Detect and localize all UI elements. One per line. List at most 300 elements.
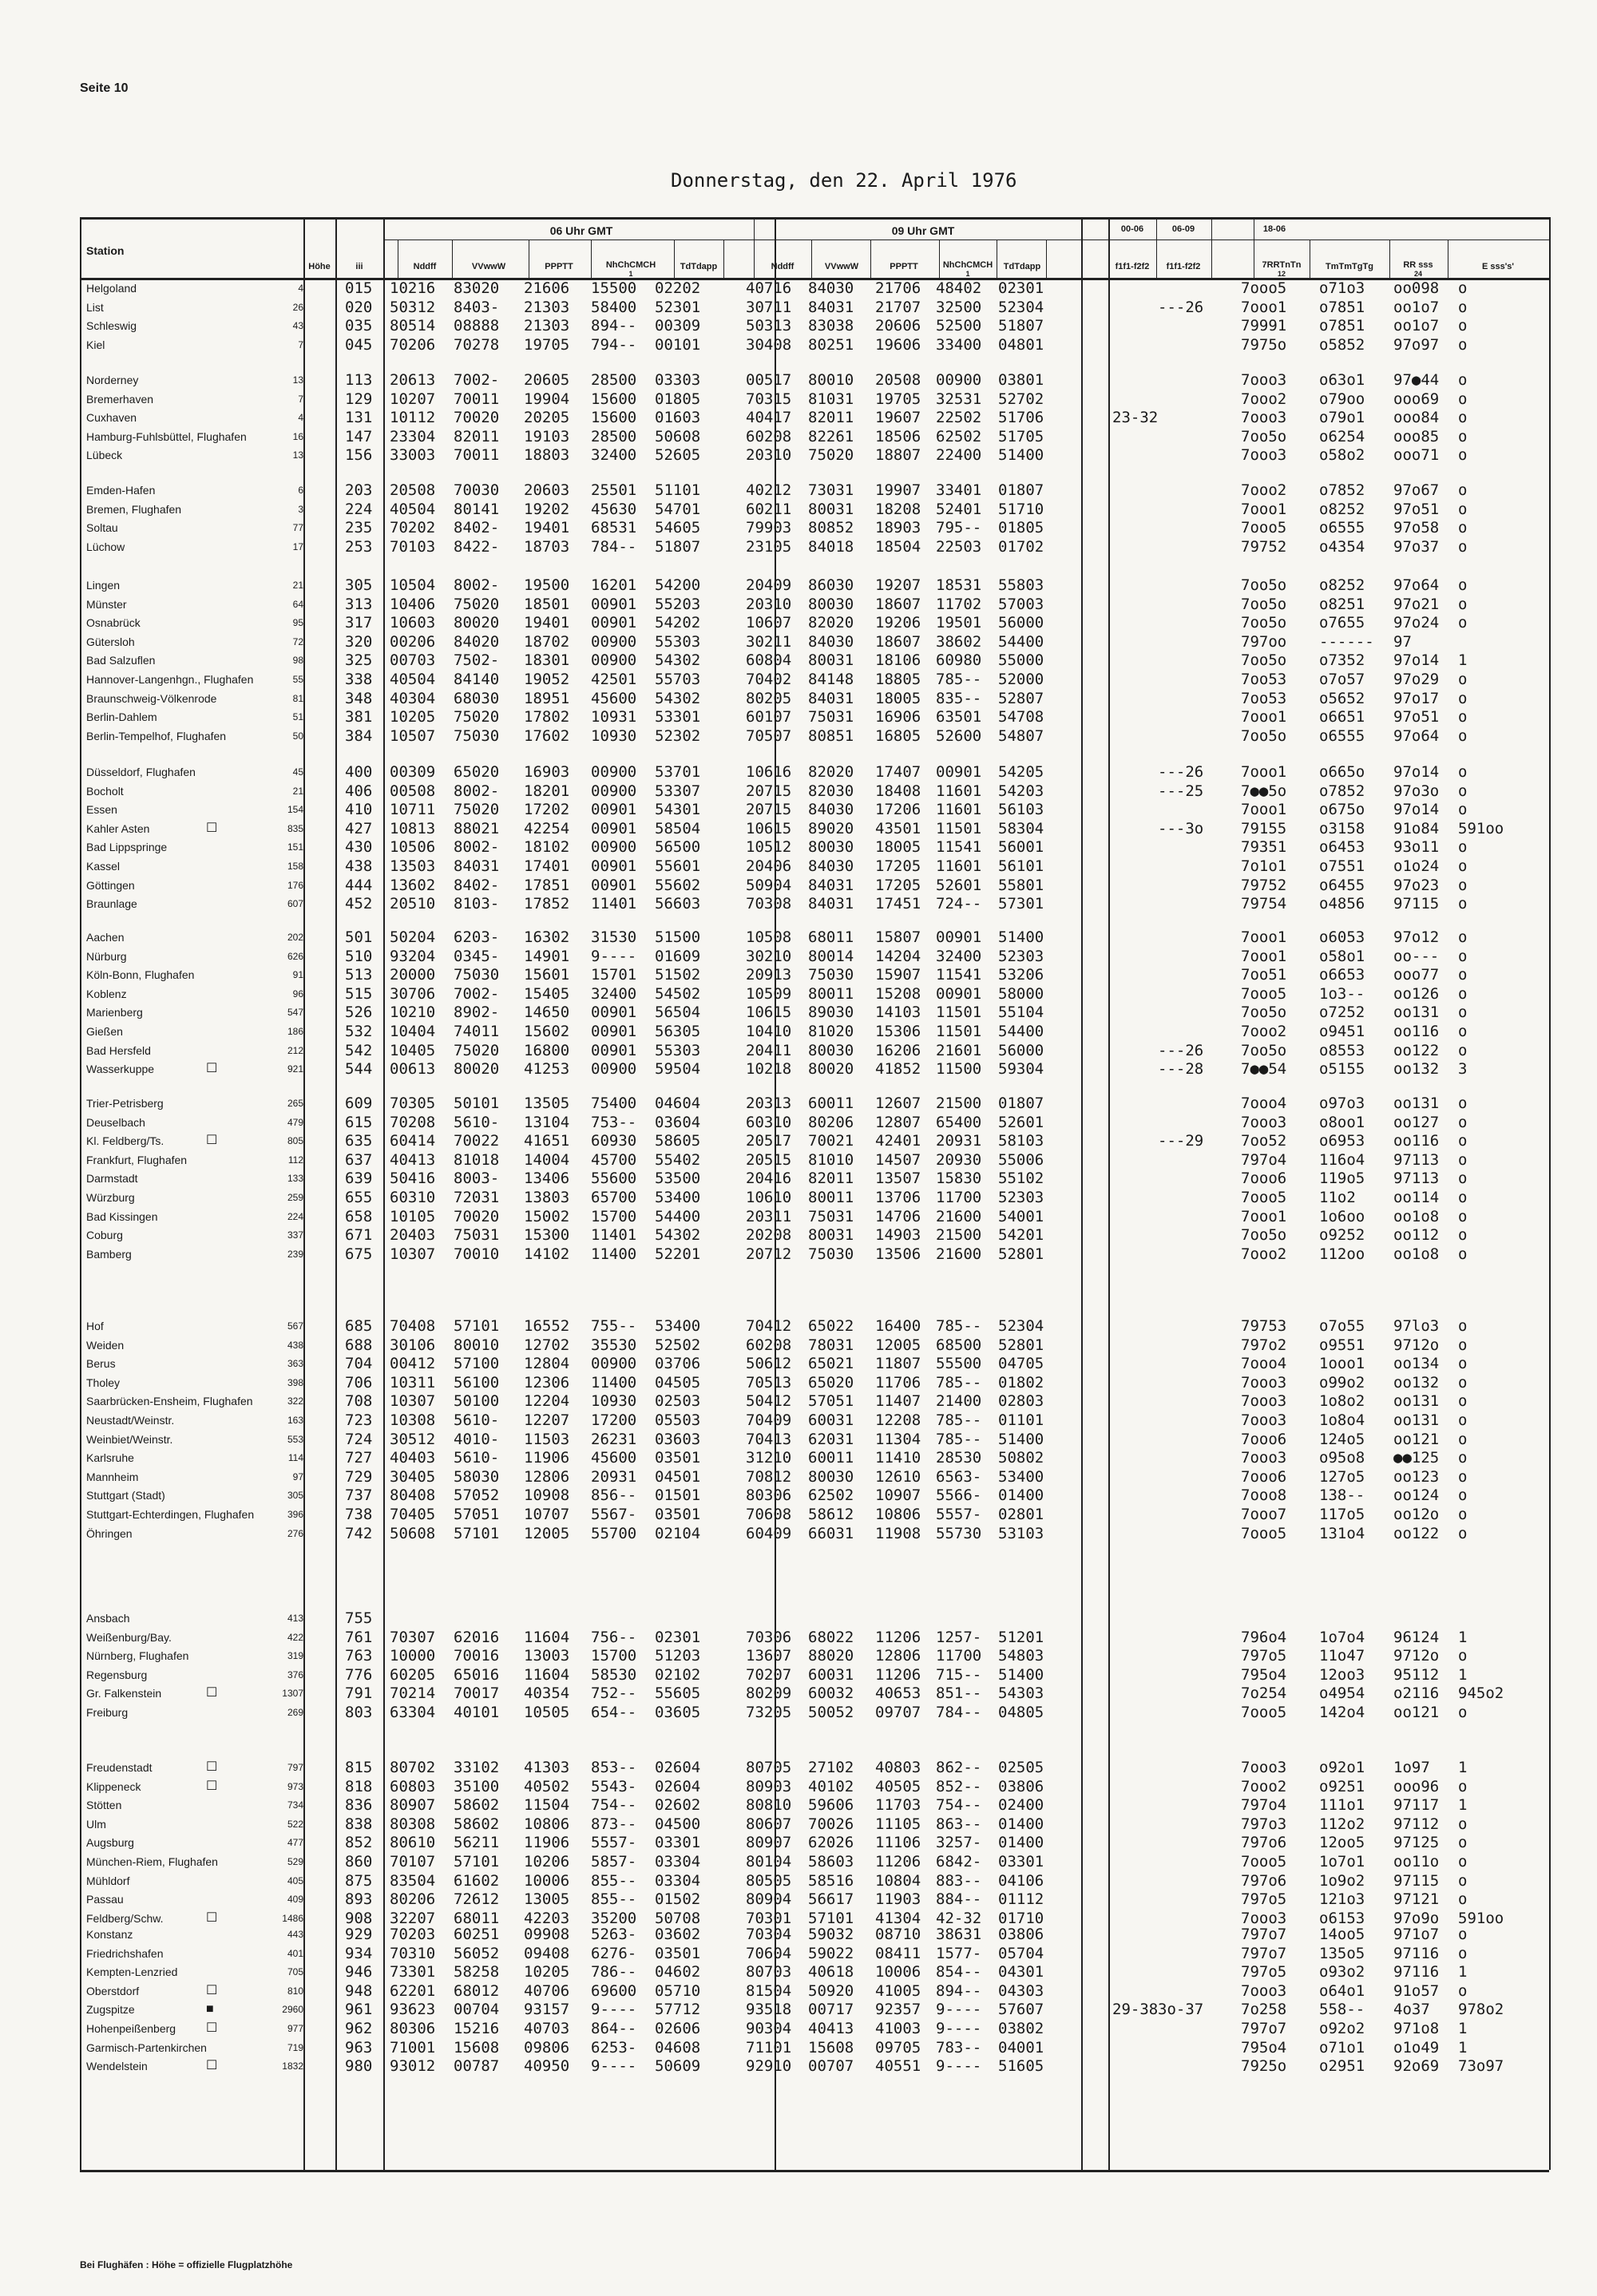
obs09-pppp: 12807 [875, 1113, 921, 1131]
ground-state: o [1458, 671, 1468, 688]
obs09-clouds: 11501 [936, 1004, 982, 1022]
obs09-temps: 58103 [998, 1132, 1044, 1150]
precip-minmax: 7ooo4 [1241, 1095, 1287, 1112]
obs06-clouds: 786-- [591, 1963, 637, 1981]
obs09-nddff: 80907 [746, 1834, 792, 1852]
obs09-vvwww: 81010 [808, 1150, 854, 1169]
temp-extremes: o58o1 [1319, 947, 1365, 965]
ground-state: 945o2 [1458, 1684, 1504, 1703]
obs09-vvwww: 70021 [808, 1132, 854, 1150]
obs06-vvwww: 7002- [454, 984, 500, 1003]
obs06-temps: 52302 [655, 726, 701, 745]
obs09-temps: 56000 [998, 614, 1044, 632]
obs06-nddff: 10307 [390, 1245, 436, 1263]
obs09-vvwww: 56617 [808, 1890, 854, 1909]
obs06-pppp: 10908 [524, 1486, 570, 1505]
precip-minmax: 795o4 [1241, 2038, 1287, 2057]
station-name: Göttingen [86, 878, 135, 892]
obs06-vvwww: 70278 [454, 335, 500, 354]
obs09-temps: 01400 [998, 1486, 1044, 1505]
obs09-nddff: 60107 [746, 708, 792, 726]
station-height: 239 [287, 1248, 303, 1260]
station-name: Mannheim [86, 1470, 139, 1483]
obs09-temps: 01805 [998, 519, 1044, 537]
obs06-pppp: 18102 [524, 838, 570, 857]
obs09-clouds: 11700 [936, 1189, 982, 1206]
obs06-vvwww: 8422- [454, 537, 500, 556]
station-marker: ■ [206, 2002, 214, 2017]
precip-minmax: 7975o [1241, 335, 1287, 354]
station-height: 7 [298, 393, 303, 405]
obs09-pppp: 14507 [875, 1150, 921, 1169]
ground-state: o [1458, 1834, 1468, 1852]
ground-state: o [1458, 1411, 1468, 1429]
obs06-clouds: 753-- [591, 1113, 637, 1131]
obs06-vvwww: 72612 [454, 1890, 500, 1909]
precip-snow: 97113 [1393, 1150, 1440, 1169]
precip-minmax: 7●●5o [1241, 782, 1287, 800]
precip-snow: oo121 [1393, 1430, 1440, 1448]
station-height: 413 [287, 1613, 303, 1624]
station-name: Feldberg/Schw. [86, 1911, 164, 1925]
obs06-vvwww: 75020 [454, 708, 500, 726]
temp-extremes: o79oo [1319, 390, 1365, 408]
ground-state: 591oo [1458, 1909, 1504, 1927]
obs09-temps: 57301 [998, 895, 1044, 913]
obs09-clouds: 9---- [936, 2020, 982, 2037]
obs06-pppp: 15300 [524, 1226, 570, 1245]
obs06-nddff: 70208 [390, 1113, 436, 1131]
obs06-clouds: 26231 [591, 1430, 637, 1448]
precip-minmax: 797o4 [1241, 1150, 1287, 1169]
gust-06-09: 3o-37 [1158, 2001, 1204, 2019]
ground-state: o [1458, 1132, 1468, 1150]
station-height: 409 [287, 1894, 303, 1906]
station-id: 742 [345, 1524, 373, 1542]
obs09-vvwww: 66031 [808, 1524, 854, 1542]
station-id: 444 [345, 876, 373, 894]
obs09-vvwww: 82011 [808, 409, 854, 427]
obs06-vvwww: 57101 [454, 1317, 500, 1335]
obs06-temps: 54400 [655, 1207, 701, 1225]
obs06-vvwww: 5610- [454, 1113, 500, 1131]
precip-snow: ooo77 [1393, 966, 1440, 984]
obs09-temps: 03806 [998, 1777, 1044, 1795]
obs06-vvwww: 75031 [454, 1226, 500, 1245]
obs06-nddff: 10504 [390, 576, 436, 594]
obs09-vvwww: 82011 [808, 1170, 854, 1188]
station-marker: ☐ [206, 1134, 218, 1148]
station-name: List [86, 300, 104, 314]
obs06-clouds: 00901 [591, 614, 637, 632]
station-id: 501 [345, 928, 373, 946]
obs06-pppp: 19500 [524, 576, 570, 594]
precip-minmax: 7oo5o [1241, 595, 1287, 613]
obs06-pppp: 17602 [524, 726, 570, 745]
obs06-vvwww: 8902- [454, 1004, 500, 1022]
obs09-pppp: 12005 [875, 1336, 921, 1354]
station-height: 51 [292, 711, 303, 723]
temp-extremes: 1o8o2 [1319, 1392, 1365, 1411]
station-name: Kempten-Lenzried [86, 1965, 178, 1979]
obs09-clouds: 22400 [936, 446, 982, 465]
obs09-clouds: 55500 [936, 1355, 982, 1373]
obs06-vvwww: 57101 [454, 1853, 500, 1870]
station-height: 16 [292, 430, 303, 442]
obs06-temps: 55303 [655, 1041, 701, 1059]
gust-06-09: ---29 [1158, 1132, 1204, 1150]
obs09-vvwww: 65021 [808, 1355, 854, 1373]
ground-state: o [1458, 1704, 1468, 1721]
obs09-nddff: 10410 [746, 1023, 792, 1040]
obs09-nddff: 80904 [746, 1890, 792, 1909]
obs06-vvwww: 57101 [454, 1524, 500, 1542]
obs06-clouds: 75400 [591, 1095, 637, 1112]
obs06-nddff: 10112 [390, 409, 436, 427]
station-name: Gr. Falkenstein [86, 1687, 162, 1700]
obs09-temps: 56103 [998, 801, 1044, 819]
obs06-vvwww: 82011 [454, 427, 500, 445]
ground-state: o [1458, 576, 1468, 594]
station-id: 305 [345, 576, 373, 594]
obs09-nddff: 60208 [746, 1336, 792, 1354]
temp-extremes: 1ooo1 [1319, 1355, 1365, 1373]
station-id: 609 [345, 1095, 373, 1112]
obs09-temps: 51706 [998, 409, 1044, 427]
obs06-clouds: 00900 [591, 632, 637, 651]
precip-minmax: 7ooo3 [1241, 1909, 1287, 1927]
obs09-vvwww: 84031 [808, 689, 854, 707]
precip-minmax: 7o258 [1241, 2001, 1287, 2019]
obs09-vvwww: 75031 [808, 708, 854, 726]
precip-snow: 971o7 [1393, 1926, 1440, 1943]
obs06-clouds: 00900 [591, 1060, 637, 1079]
station-name: Schleswig [86, 319, 137, 333]
station-height: 202 [287, 932, 303, 943]
obs09-temps: 53400 [998, 1467, 1044, 1486]
station-name: Stuttgart (Stadt) [86, 1489, 165, 1502]
station-height: 322 [287, 1395, 303, 1407]
station-id: 803 [345, 1704, 373, 1721]
obs09-nddff: 40417 [746, 409, 792, 427]
station-name: München-Riem, Flughafen [86, 1855, 218, 1868]
obs09-clouds: 28530 [936, 1449, 982, 1467]
col-header-iii: iii [355, 262, 363, 271]
obs06-pppp: 12204 [524, 1392, 570, 1411]
station-name: Coburg [86, 1229, 123, 1242]
obs06-nddff: 10506 [390, 838, 436, 857]
obs06-temps: 54302 [655, 1226, 701, 1245]
obs06-pppp: 16903 [524, 763, 570, 781]
obs09-nddff: 20311 [746, 1207, 792, 1225]
obs09-clouds: 11500 [936, 1060, 982, 1079]
obs09-pppp: 19607 [875, 409, 921, 427]
obs06-temps: 55605 [655, 1684, 701, 1703]
obs09-nddff: 20313 [746, 1095, 792, 1112]
ground-state: 3 [1458, 1060, 1468, 1079]
station-id: 320 [345, 632, 373, 651]
obs06-clouds: 9---- [591, 2001, 637, 2019]
obs09-pppp: 16206 [875, 1041, 921, 1059]
precip-snow: 97o64 [1393, 726, 1440, 745]
obs09-pppp: 09705 [875, 2038, 921, 2057]
station-height: 7 [298, 338, 303, 350]
obs09-nddff: 50612 [746, 1355, 792, 1373]
obs06-pppp: 20605 [524, 371, 570, 389]
obs06-temps: 51101 [655, 481, 701, 499]
station-name: Hof [86, 1320, 104, 1332]
station-height: 1832 [282, 2060, 303, 2072]
station-id: 963 [345, 2038, 373, 2057]
obs06-pppp: 41253 [524, 1060, 570, 1079]
station-name: Hannover-Langenhgn., Flughafen [86, 673, 254, 686]
station-id: 430 [345, 838, 373, 857]
obs09-pppp: 20606 [875, 317, 921, 335]
obs06-pppp: 42254 [524, 819, 570, 837]
obs06-temps: 55203 [655, 595, 701, 613]
station-height: 6 [298, 485, 303, 496]
precip-minmax: 7oo5o [1241, 614, 1287, 632]
obs06-vvwww: 8402- [454, 519, 500, 537]
temp-extremes: o7851 [1319, 298, 1365, 316]
obs06-temps: 54302 [655, 689, 701, 707]
obs09-nddff: 30408 [746, 335, 792, 354]
temp-extremes: o6254 [1319, 427, 1365, 445]
station-id: 704 [345, 1355, 373, 1373]
obs06-temps: 53307 [655, 782, 701, 800]
ground-state: o [1458, 928, 1468, 946]
obs09-clouds: 60980 [936, 651, 982, 670]
obs06-clouds: 11400 [591, 1373, 637, 1391]
station-id: 406 [345, 782, 373, 800]
obs06-nddff: 63304 [390, 1704, 436, 1721]
obs06-nddff: 00412 [390, 1355, 436, 1373]
station-id: 980 [345, 2057, 373, 2076]
obs06-nddff: 93204 [390, 947, 436, 965]
ground-state: o [1458, 1392, 1468, 1411]
obs09-clouds: 785-- [936, 671, 982, 688]
obs09-pppp: 19206 [875, 614, 921, 632]
precip-snow: oo131 [1393, 1004, 1440, 1022]
station-id: 235 [345, 519, 373, 537]
obs09-temps: 59304 [998, 1060, 1044, 1079]
obs06-temps: 02602 [655, 1796, 701, 1815]
obs06-temps: 02503 [655, 1392, 701, 1411]
obs06-clouds: 10930 [591, 726, 637, 745]
obs09-nddff: 10508 [746, 928, 792, 946]
precip-minmax: 7ooo3 [1241, 409, 1287, 427]
precip-minmax: 797o7 [1241, 1944, 1287, 1962]
precip-snow: oo134 [1393, 1355, 1440, 1373]
precip-minmax: 7ooo5 [1241, 1524, 1287, 1542]
ground-state: o [1458, 782, 1468, 800]
obs09-vvwww: 81020 [808, 1023, 854, 1040]
station-name: Kl. Feldberg/Ts. [86, 1134, 164, 1148]
temp-extremes: o2951 [1319, 2057, 1365, 2076]
obs09-pppp: 18807 [875, 446, 921, 465]
ground-state: 1 [1458, 1796, 1468, 1815]
obs09-pppp: 19907 [875, 481, 921, 499]
station-height: 81 [292, 692, 303, 704]
temp-extremes: 112oo [1319, 1245, 1365, 1263]
obs09-pppp: 17205 [875, 857, 921, 875]
obs06-temps: 00101 [655, 335, 701, 354]
station-name: Köln-Bonn, Flughafen [86, 968, 195, 982]
obs09-vvwww: 68022 [808, 1628, 854, 1646]
obs09-vvwww: 27102 [808, 1759, 854, 1776]
temp-extremes: o9551 [1319, 1336, 1365, 1354]
obs09-vvwww: 70026 [808, 1815, 854, 1833]
temp-extremes: o7551 [1319, 857, 1365, 875]
obs09-temps: 51400 [998, 1430, 1044, 1448]
obs06-vvwww: 68030 [454, 689, 500, 707]
obs06-pppp: 11906 [524, 1834, 570, 1852]
obs09-vvwww: 62026 [808, 1834, 854, 1852]
obs06-vvwww: 88021 [454, 819, 500, 837]
obs09-temps: 52000 [998, 671, 1044, 688]
obs09-temps: 05704 [998, 1944, 1044, 1962]
station-id: 325 [345, 651, 373, 670]
obs06-nddff: 73301 [390, 1963, 436, 1981]
precip-minmax: 7ooo5 [1241, 279, 1287, 297]
temp-extremes: o71o1 [1319, 2038, 1365, 2057]
station-height: 477 [287, 1837, 303, 1849]
obs09-pppp: 11407 [875, 1392, 921, 1411]
precip-minmax: 797o2 [1241, 1336, 1287, 1354]
obs06-pppp: 40706 [524, 1981, 570, 2000]
obs06-pppp: 13005 [524, 1890, 570, 1909]
station-height: 553 [287, 1433, 303, 1445]
obs06-clouds: 00901 [591, 1023, 637, 1040]
precip-minmax: 7ooo1 [1241, 708, 1287, 726]
obs06-temps: 02104 [655, 1524, 701, 1542]
precip-minmax: 7ooo1 [1241, 1207, 1287, 1225]
precip-minmax: 7ooo3 [1241, 446, 1287, 465]
obs09-temps: 54708 [998, 708, 1044, 726]
obs06-vvwww: 08888 [454, 317, 500, 335]
obs06-pppp: 40703 [524, 2020, 570, 2037]
obs09-pppp: 18208 [875, 500, 921, 518]
obs09-nddff: 10616 [746, 763, 792, 781]
obs09-nddff: 90304 [746, 2020, 792, 2037]
obs09-nddff: 30711 [746, 298, 792, 316]
obs09-pppp: 16906 [875, 708, 921, 726]
obs09-pppp: 42401 [875, 1132, 921, 1150]
obs06-nddff: 30706 [390, 984, 436, 1003]
ground-state: o [1458, 1981, 1468, 2000]
obs06-nddff: 00703 [390, 651, 436, 670]
station-height: 97 [292, 1471, 303, 1483]
obs09-clouds: 724-- [936, 895, 982, 913]
ground-state: o [1458, 317, 1468, 335]
obs09-clouds: 15830 [936, 1170, 982, 1188]
temp-extremes: o71o3 [1319, 279, 1365, 297]
station-id: 791 [345, 1684, 373, 1703]
obs06-temps: 02604 [655, 1777, 701, 1795]
obs06-pppp: 16552 [524, 1317, 570, 1335]
obs09-vvwww: 58603 [808, 1853, 854, 1870]
obs09-temps: 56000 [998, 1041, 1044, 1059]
obs06-clouds: 32400 [591, 984, 637, 1003]
obs09-vvwww: 75030 [808, 1245, 854, 1263]
precip-snow: oo114 [1393, 1189, 1440, 1206]
ground-state: o [1458, 1890, 1468, 1909]
obs06-pppp: 21303 [524, 317, 570, 335]
precip-snow: 97●44 [1393, 371, 1440, 389]
obs06-clouds: 756-- [591, 1628, 637, 1646]
station-id: 875 [345, 1871, 373, 1890]
ground-state: o [1458, 726, 1468, 745]
obs06-vvwww: 8003- [454, 1170, 500, 1188]
obs06-pppp: 13505 [524, 1095, 570, 1112]
obs09-clouds: 785-- [936, 1373, 982, 1391]
obs09-nddff: 70409 [746, 1411, 792, 1429]
station-name: Koblenz [86, 987, 127, 1000]
obs09-pppp: 40803 [875, 1759, 921, 1776]
temp-extremes: 11o47 [1319, 1647, 1365, 1665]
obs06-pppp: 14004 [524, 1150, 570, 1169]
obs06-nddff: 20000 [390, 966, 436, 984]
obs06-vvwww: 33102 [454, 1759, 500, 1776]
obs09-nddff: 20406 [746, 857, 792, 875]
precip-snow: 97o12 [1393, 928, 1440, 946]
obs09-clouds: 6842- [936, 1853, 982, 1870]
obs06-vvwww: 8002- [454, 838, 500, 857]
obs06-clouds: 15500 [591, 279, 637, 297]
obs06-temps: 55402 [655, 1150, 701, 1169]
obs09-vvwww: 82030 [808, 782, 854, 800]
station-name: Stötten [86, 1799, 122, 1812]
obs09-pppp: 18106 [875, 651, 921, 670]
ground-state: o [1458, 390, 1468, 408]
obs09-clouds: 11601 [936, 801, 982, 819]
station-id: 815 [345, 1759, 373, 1776]
obs09-vvwww: 84018 [808, 537, 854, 556]
precip-minmax: 7ooo6 [1241, 1467, 1287, 1486]
station-id: 961 [345, 2001, 373, 2019]
station-id: 510 [345, 947, 373, 965]
obs06-pppp: 18803 [524, 446, 570, 465]
col-header-obs09: 09 Uhr GMT [891, 224, 955, 237]
obs06-clouds: 31530 [591, 928, 637, 946]
obs06-pppp: 17202 [524, 801, 570, 819]
station-height: 4 [298, 412, 303, 424]
obs06-clouds: 856-- [591, 1486, 637, 1505]
obs06-nddff: 10216 [390, 279, 436, 297]
ground-state: o [1458, 500, 1468, 518]
precip-minmax: 797o7 [1241, 1926, 1287, 1943]
precip-minmax: 79753 [1241, 1317, 1287, 1335]
obs09-pppp: 18607 [875, 595, 921, 613]
obs06-vvwww: 58602 [454, 1796, 500, 1815]
station-id: 655 [345, 1189, 373, 1206]
obs09-vvwww: 00717 [808, 2001, 854, 2019]
obs06-vvwww: 61602 [454, 1871, 500, 1890]
station-height: 176 [287, 879, 303, 891]
station-name: Bad Lippspringe [86, 841, 168, 854]
obs09-pppp: 18005 [875, 689, 921, 707]
precip-minmax: 7oo53 [1241, 689, 1287, 707]
precip-snow: oo11o [1393, 1853, 1440, 1870]
ground-state: o [1458, 595, 1468, 613]
obs06-vvwww: 57051 [454, 1506, 500, 1523]
ground-state: o [1458, 689, 1468, 707]
obs06-nddff: 30512 [390, 1430, 436, 1448]
temp-extremes: o7o57 [1319, 671, 1365, 688]
obs09-pppp: 15208 [875, 984, 921, 1003]
obs09-temps: 55006 [998, 1150, 1044, 1169]
temp-extremes: 12oo5 [1319, 1834, 1365, 1852]
